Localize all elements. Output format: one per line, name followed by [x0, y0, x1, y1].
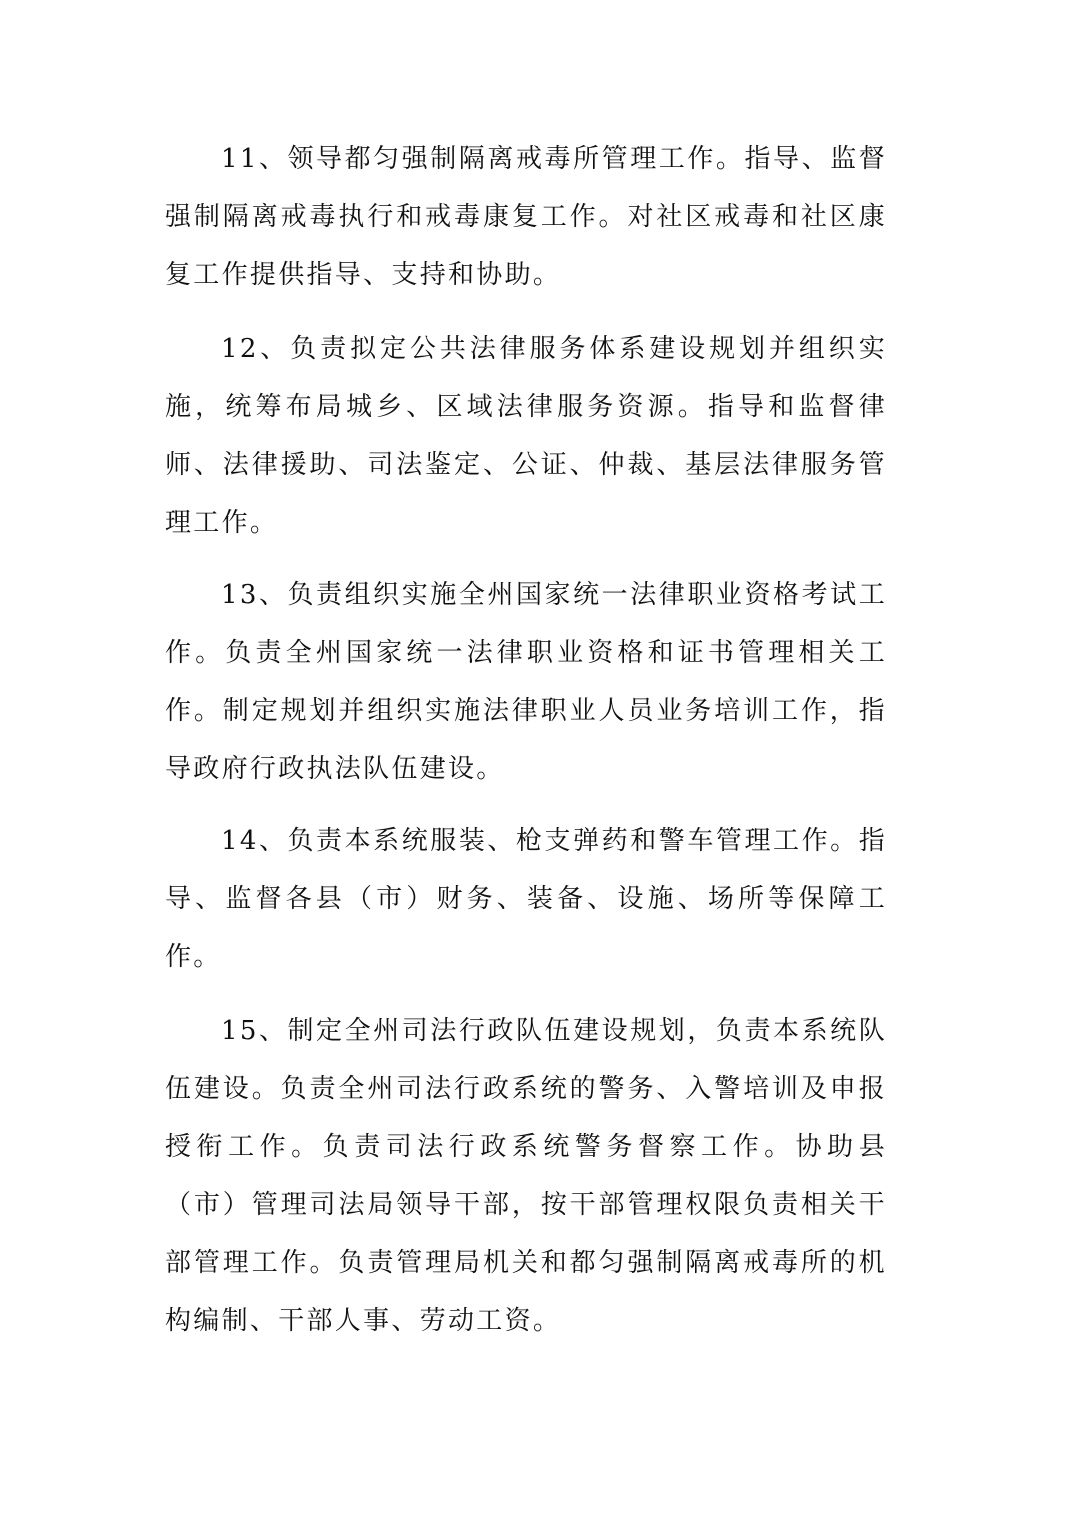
- paragraph-item-15: 15、制定全州司法行政队伍建设规划，负责本系统队伍建设。负责全州司法行政系统的警务、入警培训及申报授衔工作。负责司法行政系统警务督察工作。协助县（市）管理司法局领导干部，按干部管理权限负责相关干部管理工作。负责管理局机关和都匀强制隔离戒毒所的机构编制、干部人事、劳动工资。: [165, 1016, 887, 1336]
- paragraph-item-12: 12、负责拟定公共法律服务体系建设规划并组织实施，统筹布局城乡、区域法律服务资源。指导和监督律师、法律援助、司法鉴定、公证、仲裁、基层法律服务管理工作。: [165, 334, 887, 538]
- paragraph-item-14: 14、负责本系统服装、枪支弹药和警车管理工作。指导、监督各县（市）财务、装备、设施、场所等保障工作。: [165, 826, 887, 972]
- paragraph-item-13: 13、负责组织实施全州国家统一法律职业资格考试工作。负责全州国家统一法律职业资格和证书管理相关工作。制定规划并组织实施法律职业人员业务培训工作，指导政府行政执法队伍建设。: [165, 580, 887, 784]
- paragraph-item-11: 11、领导都匀强制隔离戒毒所管理工作。指导、监督强制隔离戒毒执行和戒毒康复工作。对社区戒毒和社区康复工作提供指导、支持和协助。: [165, 144, 887, 290]
